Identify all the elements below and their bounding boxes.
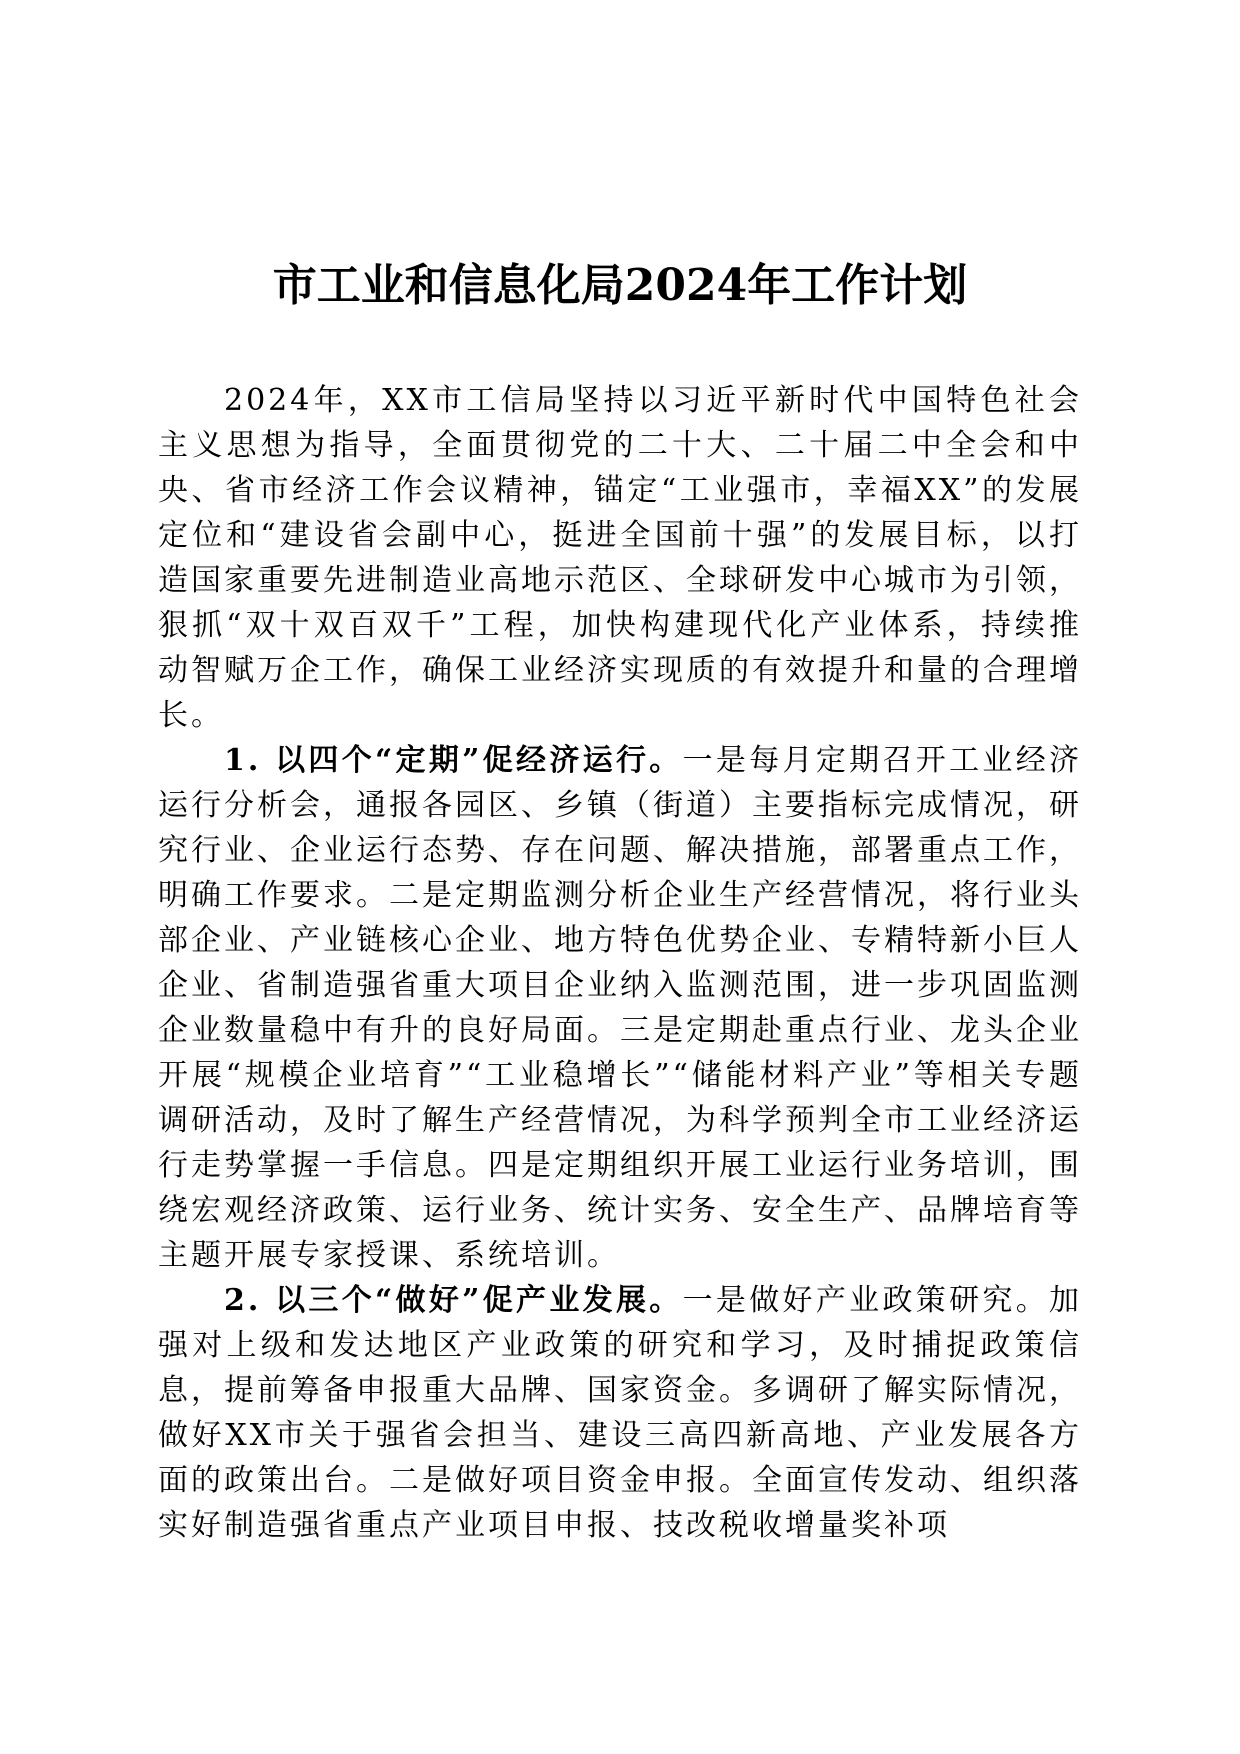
section-heading-2: 2. 以三个“做好”促产业发展。 [224,1283,683,1318]
paragraph-industry-development-text: 一是做好产业政策研究。加强对上级和发达地区产业政策的研究和学习，及时捕捉政策信息，提前筹备申报重大品牌、国家资金。多调研了解实际情况，做好XX市关于强省会担当、建设三高四新高地、产业发展各方面的政策出台。二是做好项目资金申报。全面宣传发动、组织落实好制造强省重点产业项目申报、技改税收增量奖补项 [158,1283,1083,1543]
page-title: 市工业和信息化局2024年工作计划 [272,260,968,311]
paragraph-industry-development [158,1278,1082,1548]
paragraph-intro-text: 2024年，XX市工信局坚持以习近平新时代中国特色社会主义思想为指导，全面贯彻党的二十大、二十届二中全会和中央、省市经济工作会议精神，锚定“工业强市，幸福XX”的发展定位和“建设省会副中心，挺进全国前十强”的发展目标，以打造国家重要先进制造业高地示范区、全球研发中心城市为引领，狠抓“双十双百双千”工程，加快构建现代化产业体系，持续推动智赋万企工作，确保工业经济实现质的有效提升和量的合理增长。 [158,383,1082,733]
section-heading-1: 1. 以四个“定期”促经济运行。 [224,743,683,778]
paragraph-economic-operation [158,738,1082,1278]
document-body [158,378,1082,1548]
paragraph-intro [158,378,1082,738]
paragraph-economic-operation-text: 一是每月定期召开工业经济运行分析会，通报各园区、乡镇（街道）主要指标完成情况，研究行业、企业运行态势、存在问题、解决措施，部署重点工作，明确工作要求。二是定期监测分析企业生产经营情况，将行业头部企业、产业链核心企业、地方特色优势企业、专精特新小巨人企业、省制造强省重大项目企业纳入监测范围，进一步巩固监测企业数量稳中有升的良好局面。三是定期赴重点行业、龙头企业开展“规模企业培育”“工业稳增长”“储能材料产业”等相关专题调研活动，及时了解生产经营情况，为科学预判全市工业经济运行走势掌握一手信息。四是定期组织开展工业运行业务培训，围绕宏观经济政策、运行业务、统计实务、安全生产、品牌培育等主题开展专家授课、系统培训。 [158,743,1083,1273]
